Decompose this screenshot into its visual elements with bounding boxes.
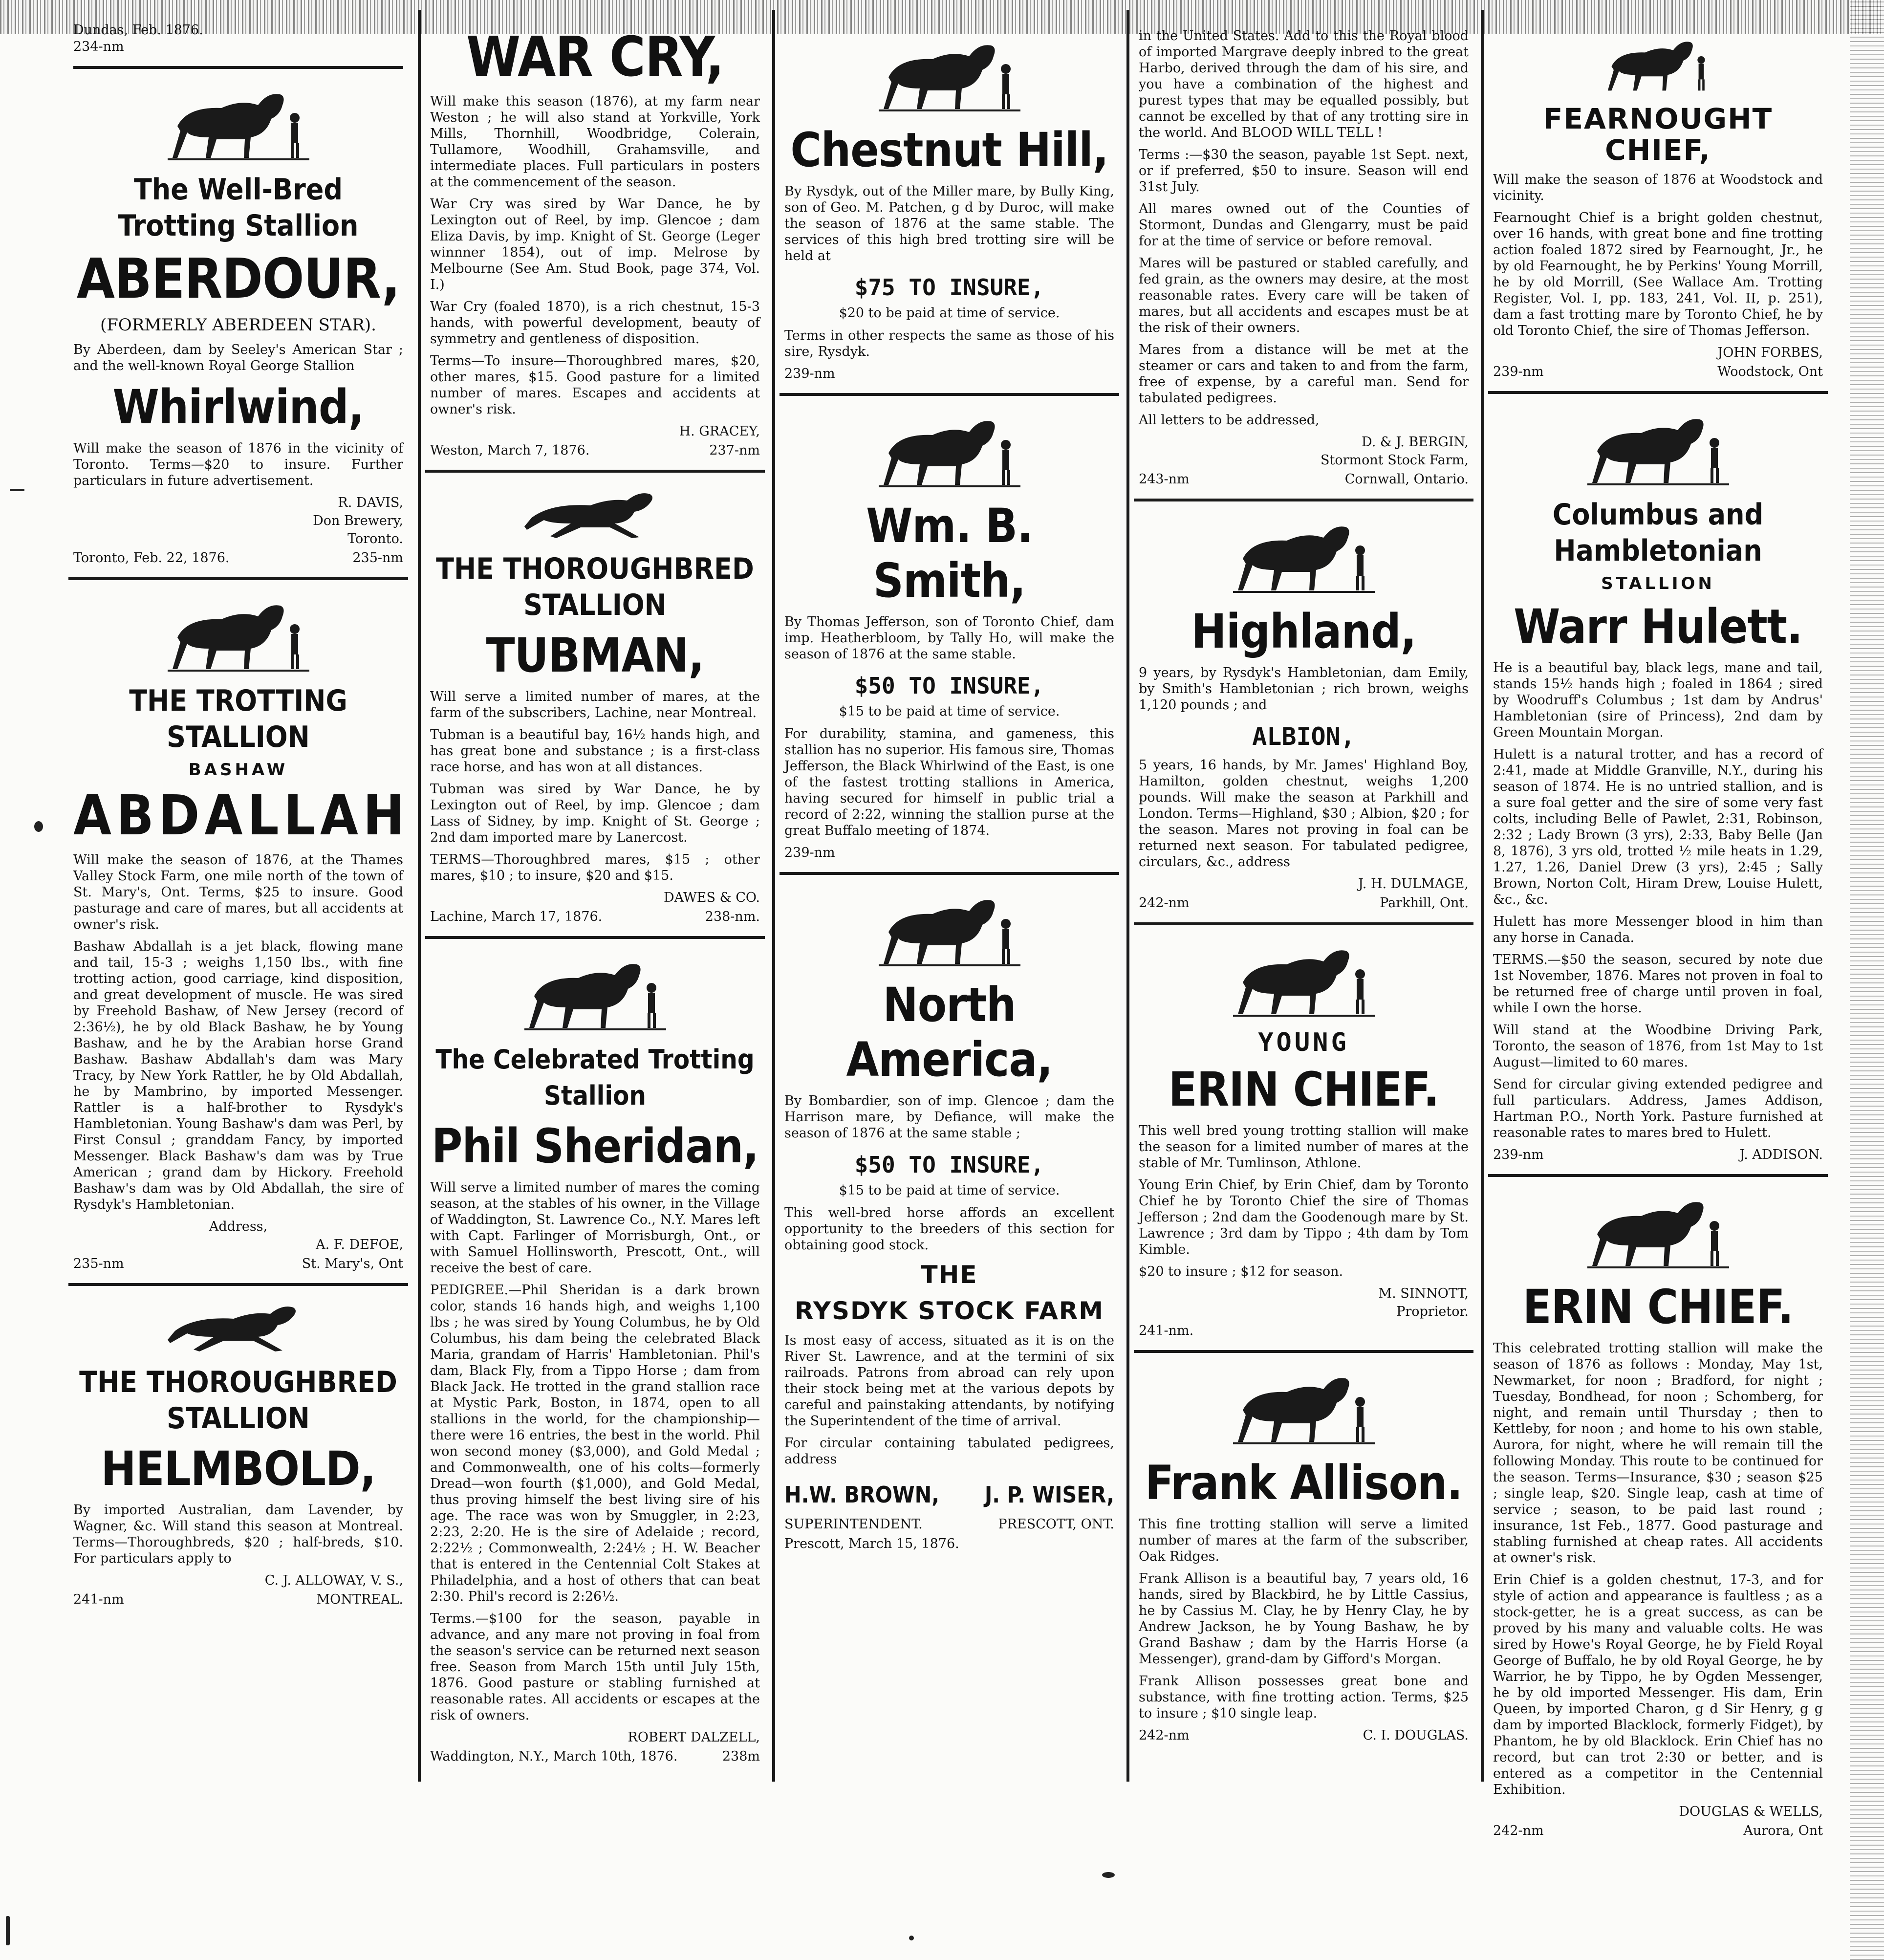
- ad-body: Send for circular giving extended pedigree and full particulars. Address, James Addison, Hartman P.O., North York. Pasture furnished at reasonable rates to mares bred to Hulett.: [1493, 1077, 1823, 1140]
- proprietor-place: PRESCOTT, ONT.: [998, 1517, 1114, 1532]
- ad-helmbold: [68, 1297, 408, 1608]
- divider: [1488, 391, 1828, 394]
- ad-highland: [1134, 512, 1473, 912]
- ad-body: Is most easy of access, situated as it is on the River St. Lawrence, and at the termini of six railroads. Patrons from abroad can rely upon their stock being met at the various depots by careful and painstaking attendants, by notifying the Superintendent of the time of arrival.: [784, 1333, 1114, 1429]
- ad-body: 5 years, 16 hands, by Mr. James' Highland Boy, Hamilton, golden chestnut, weighs 1,200 pounds. Will make the season at Parkhill and London. Terms—Highland, $30 ; Albion, $20 ; for the season. Mares not proving in foal can be returned next season. For tabulated pedigree, circulars, &c., address: [1139, 758, 1469, 870]
- ad-title-prefix: THE THOROUGHBRED STALLION: [79, 1365, 397, 1436]
- ad-body: All mares owned out of the Counties of Stormont, Dundas and Glengarry, must be paid for at the time of service or before removal.: [1139, 201, 1469, 249]
- ad-footer: [784, 1536, 1114, 1552]
- signature: R. DAVIS,: [338, 495, 403, 510]
- ad-footer: [784, 845, 1114, 861]
- signature: St. Mary's, Ont: [302, 1256, 403, 1271]
- ad-frank-allison: [1134, 1364, 1473, 1744]
- scan-speck: [10, 489, 24, 491]
- scan-speck: [6, 1916, 10, 1945]
- insure-terms: $15 to be paid at time of service.: [839, 1183, 1060, 1198]
- signature: ROBERT DALZELL,: [628, 1730, 760, 1745]
- horse-with-groom-icon: [1223, 1364, 1385, 1447]
- ad-body: Hulett has more Messenger blood in him than any horse in Canada.: [1493, 914, 1823, 945]
- signature: J. ADDISON.: [1739, 1147, 1823, 1162]
- ad-body: Tubman is a beautiful bay, 16½ hands high, and has great bone and substance ; is a first-class race horse, and has won at all distances.: [430, 727, 760, 775]
- horse-name-heading: ERIN CHIEF.: [1168, 1062, 1439, 1117]
- dateline: Lachine, March 17, 1876.: [430, 909, 603, 924]
- divider: [73, 66, 403, 69]
- ad-body: For circular containing tabulated pedigrees, address: [784, 1436, 1114, 1467]
- column-3: [780, 22, 1119, 1777]
- column-rule: [772, 10, 775, 1782]
- ad-title-prefix: YOUNG: [1258, 1028, 1349, 1057]
- horse-with-groom-icon: [1578, 1188, 1739, 1271]
- horse-name-heading: ABERDOUR,: [76, 247, 400, 311]
- ad-body: Will stand at the Woodbine Driving Park, Toronto, the season of 1876, from 1st May to 1st August—limited to 60 mares.: [1493, 1023, 1823, 1070]
- ad-body: Fearnought Chief is a bright golden chestnut, over 16 hands, with great bone and fine trotting action foaled 1872 sired by Fearnought, Jr., he by old Fearnought, he by Perkins' Young Morrill, he by old Morrill, (See Wallace Am. Trotting Register, Vol. I, pp. 183, 241, Vol. II, p. 251), dam a fast trotting mare by Toronto Chief, he by old Toronto Chief, the sire of Thomas Jefferson.: [1493, 210, 1823, 338]
- ad-body: For durability, stamina, and gameness, this stallion has no superior. His famous sire, Thomas Jefferson, the Black Whirlwind of the East, is one of the fastest trotting stallions in America, having secured for himself in public trial a record of 2:22, winning the stallion purse at the great Buffalo meeting of 1874.: [784, 726, 1114, 838]
- divider: [1488, 1174, 1828, 1177]
- ad-war-cry: [425, 27, 765, 459]
- divider: [780, 393, 1119, 396]
- horse-with-groom-icon: [158, 591, 319, 674]
- insure-price: $75 TO INSURE,: [854, 274, 1044, 301]
- dateline: Toronto, Feb. 22, 1876.: [73, 550, 230, 566]
- column-5: [1488, 22, 1828, 1838]
- ad-body: War Cry was sired by War Dance, he by Lexington out of Reel, by imp. Glencoe ; dam Eliza Davis, by imp. Knight of St. George (Leger winnner 1854), out of imp. Melrose by Melbourne (See Am. Stud Book, page 374, Vol. I.): [430, 196, 760, 292]
- signature: Toronto.: [347, 531, 403, 546]
- ad-body: War Cry (foaled 1870), is a rich chestnut, 15-3 hands, with powerful development, beauty of symmetry and gentleness of disposition.: [430, 299, 760, 347]
- divider: [780, 872, 1119, 875]
- horse-name-heading: Chestnut Hill,: [790, 123, 1108, 177]
- place: Parkhill, Ont.: [1380, 895, 1469, 911]
- address-label: Address,: [209, 1219, 268, 1234]
- ad-title-prefix: THE TROTTING STALLION: [129, 684, 347, 754]
- ad-wm-b-smith: [780, 407, 1119, 861]
- signature: M. SINNOTT,: [1378, 1286, 1469, 1301]
- ad-footer: [1493, 1823, 1823, 1839]
- place: MONTREAL.: [316, 1592, 403, 1607]
- ad-body: This fine trotting stallion will serve a limited number of mares at the farm of the subscriber, Oak Ridges.: [1139, 1517, 1469, 1564]
- ad-number: 239-nm: [784, 845, 835, 860]
- ad-body: PEDIGREE.—Phil Sheridan is a dark brown color, stands 16 hands high, and weighs 1,100 lbs ; he was sired by Young Columbus, he by Old Columbus, his dam being the celebrated Black Maria, grandam of Harris' Hambletonian. Phil's dam, Black Fly, from a Tippo Horse ; dam from Black Jack. He trotted in the grand stallion race at Mystic Park, Boston, in 1874, open to all stallions in the world, for the championship—there were 16 entries, the best in the world. Phil won second money ($3,000), and Gold Medal ; and Commonwealth, one of his colts—formerly Dread—won fourth ($1,000), and Gold Medal, thus proving himself the best living sire of his age. The race was won by Smuggler, in 2:23, 2:23, 2:20. He is the sire of Adelaide ; record, 2:22½ ; Commonwealth, 2:24½ ; H. W. Beacher that is entered in the Centennial Colt Stakes at Philadelphia, and a host of others that can beat 2:30. Phil's record is 2:26½.: [430, 1283, 760, 1604]
- signature: C. J. ALLOWAY, V. S.,: [264, 1573, 403, 1588]
- ad-body: Terms—To insure—Thoroughbred mares, $20, other mares, $15. Good pasture for a limited number of mares. Escapes and accidents at owner's risk.: [430, 353, 760, 417]
- ad-number: 238-nm.: [705, 909, 760, 924]
- signature: C. I. DOUGLAS.: [1363, 1728, 1469, 1743]
- ad-footer: [1139, 1727, 1469, 1744]
- running-horse-icon: [165, 1297, 312, 1355]
- ad-body: Will make the season of 1876 in the vicinity of Toronto. Terms—$20 to insure. Further particulars in future advertisement.: [73, 441, 403, 488]
- signature: Cornwall, Ontario.: [1344, 472, 1469, 487]
- scan-speck: [34, 821, 43, 832]
- horse-name-heading: North America,: [846, 978, 1053, 1087]
- ad-footer: [1493, 1147, 1823, 1163]
- proprietor-names: [784, 1480, 1114, 1509]
- divider: [68, 577, 408, 580]
- ad-north-america: [780, 886, 1119, 1253]
- ad-body: Terms in other respects the same as those of his sire, Rysdyk.: [784, 328, 1114, 359]
- ad-number: 242-nm: [1493, 1823, 1544, 1838]
- ad-body: Bashaw Abdallah is a jet black, flowing mane and tail, 15-3 ; weighs 1,150 lbs., with fine trotting action, good carriage, kind disposition, and great development of muscle. He was sired by Freehold Bashaw, of New Jersey (record of 2:36½), he by old Black Bashaw, he by Young Bashaw, and he by the Arabian horse Grand Bashaw. Bashaw Abdallah's dam was Mary Tracy, by New York Rattler, he by Old Abdallah, he by Mambrino, by imported Messenger. Rattler is a half-brother to Rysdyk's Hambletonian. Young Bashaw's dam was Perl, by First Consul ; granddam Fancy, by imported Messenger. Black Bashaw's dam was by True American ; grand dam by Hickory. Freehold Bashaw's dam was by Old Abdallah, the sire of Rysdyk's Hambletonian.: [73, 939, 403, 1212]
- ad-body: TERMS—Thoroughbred mares, $15 ; other mares, $10 ; to insure, $20 and $15.: [430, 852, 760, 883]
- proprietor-role: SUPERINTENDENT.: [784, 1517, 923, 1532]
- ad-chestnut-hill: [780, 31, 1119, 382]
- ad-body: This well bred young trotting stallion will make the season for a limited number of mares at the stable of Mr. Tumlinson, Athlone.: [1139, 1123, 1469, 1171]
- horse-name-heading: WAR CRY,: [466, 25, 724, 89]
- ad-number: 239-nm: [784, 366, 835, 381]
- horse-with-groom-icon: [869, 407, 1030, 490]
- ad-title-prefix: The Celebrated Trotting Stallion: [435, 1044, 755, 1111]
- ad-tubman: [425, 483, 765, 925]
- ad-body: Mares from a distance will be met at the steamer or cars and taken to and from the farm, free of expense, by a careful man. Send for tabulated pedigrees.: [1139, 342, 1469, 406]
- ad-number: 241-nm: [73, 1592, 124, 1607]
- ad-warr-hulett: [1488, 405, 1828, 1163]
- horse-with-groom-icon: [1223, 936, 1385, 1019]
- ad-footer: [73, 550, 403, 566]
- scan-speck: [909, 1936, 914, 1940]
- dateline: Prescott, March 15, 1876.: [784, 1536, 959, 1551]
- ad-erin-chief: [1488, 1188, 1828, 1839]
- proprietor-name: H.W. BROWN,: [784, 1481, 939, 1508]
- ad-footer: [1493, 364, 1823, 380]
- ad-body: Frank Allison possesses great bone and substance, with fine trotting action. Terms, $25 to insure ; $10 single leap.: [1139, 1674, 1469, 1721]
- ad-body: Tubman was sired by War Dance, he by Lexington out of Reel, by imp. Glencoe ; dam Lass of Sidney, by imp. Knight of St. George ; 2nd dam imported mare by Lanercost.: [430, 782, 760, 845]
- formerly-name: (FORMERLY ABERDEEN STAR).: [100, 315, 376, 335]
- ad-footer: [73, 1256, 403, 1272]
- column-rule: [1481, 10, 1484, 1782]
- ad-body: Terms.—$100 for the season, payable in advance, and any mare not proving in foal from the season's service can be returned next season free. Season from March 15th until July 15th, 1876. Good pasture or stabling furnished at reasonable rates. All accidents or escapes at the risk of owners.: [430, 1611, 760, 1723]
- ad-footer: [430, 442, 760, 459]
- ad-body: All letters to be addressed,: [1139, 413, 1320, 428]
- horse-name-heading: Frank Allison.: [1145, 1456, 1463, 1510]
- horse-with-groom-icon: [869, 886, 1030, 969]
- dateline: Dundas, Feb. 1876.: [73, 22, 203, 38]
- horse-with-groom-icon: [1585, 31, 1732, 94]
- ad-body: Mares will be pastured or stabled carefully, and fed grain, as the owners may desire, at the most reasonable rates. Every care will be taken of mares, but all accidents and escapes must be at the risk of their owners.: [1139, 256, 1469, 335]
- horse-with-groom-icon: [515, 950, 676, 1033]
- column-rule: [418, 10, 421, 1782]
- ad-body: in the United States. Add to this the Royal blood of imported Margrave deeply inbred to the great Harbo, derived through the dam of his sire, and you have a combination of the highest and purest types that may be equalled possibly, but cannot be excelled by that of any trotting sire in the world. And BLOOD WILL TELL !: [1139, 28, 1469, 140]
- signature: Woodstock, Ont: [1717, 364, 1823, 379]
- proprietor-roles: [784, 1516, 1114, 1533]
- horse-with-groom-icon: [869, 31, 1030, 114]
- divider: [1134, 922, 1473, 925]
- ad-title-prefix: THE: [921, 1261, 978, 1289]
- insure-price: $50 TO INSURE,: [854, 1152, 1044, 1178]
- ad-body: Erin Chief is a golden chestnut, 17-3, and for style of action and appearance is faultless ; as a stock-getter, he is a great success, as can be proved by his many and valuable colts. He was sired by Howe's Royal George, he by Field Royal George of Buffalo, he by old Royal George, he by Warrior, he by Tippo, he by Ogden Messenger, he by old imported Messenger. His dam, Erin Queen, by imported Charon, g d Sir Henry, g g dam by imported Blacklock, formerly Fidget), by Phantom, he by old Blacklock. Erin Chief has no record, but can trot 2:30 or better, and is entered as a competitor in the Centennial Exhibition.: [1493, 1572, 1823, 1797]
- ad-footer: [430, 909, 760, 925]
- running-horse-icon: [522, 483, 669, 542]
- signature: J. H. DULMAGE,: [1358, 876, 1469, 892]
- signature: DAWES & CO.: [663, 890, 760, 905]
- place: Aurora, Ont: [1743, 1823, 1823, 1838]
- ad-continued: [1134, 28, 1473, 488]
- ad-number: 234-nm: [73, 39, 124, 54]
- ad-body: $20 to insure ; $12 for season.: [1139, 1264, 1343, 1279]
- divider: [425, 936, 765, 939]
- ad-abdallah: [68, 591, 408, 1272]
- insure-price: $50 TO INSURE,: [854, 673, 1044, 699]
- column-1: [68, 22, 408, 1777]
- ad-whirlwind: [68, 380, 408, 566]
- ad-number: 243-nm: [1139, 472, 1190, 487]
- ad-body: Hulett is a natural trotter, and has a record of 2:41, made at Middle Granville, N.Y., during his season of 1874. He is no untried stallion, and is a sure foal getter and the sire of some very fast colts, including Belle of Pawlet, 2:31, Robinson, 2:32 ; Lady Brown (3 yrs), 2:33, Baby Belle (Jan 8, 1876), 3 yrs old, trotted ½ mile heats in 1.29, 1.27, 1.26, Daniel Drew (3 yrs), 2:45 ; Sally Brown, Norton Colt, Hiram Drew, Louise Hulett, &c., &c.: [1493, 747, 1823, 907]
- farm-name-heading: RYSDYK STOCK FARM: [794, 1297, 1104, 1325]
- ad-body: This celebrated trotting stallion will make the season of 1876 as follows : Monday, May 1st, Newmarket, for noon ; Bradford, for night ; Tuesday, Bondhead, for noon ; Schomberg, for night, and remain until Thursday ; then to Kettleby, for noon ; and home to his own stable, Aurora, for night, where he will remain till the following Monday. This route to be continued for the season. Terms—Insurance, $30 ; season $25 ; single leap, $20. Single leap, cash at time of service ; season, to be paid last round ; insurance, 1st Feb., 1877. Good pasturage and stabling furnished at cheap rates. All accidents at owner's risk.: [1493, 1341, 1823, 1566]
- horse-name-heading: HELMBOLD,: [101, 1441, 376, 1496]
- horse-with-groom-icon: [1578, 405, 1739, 488]
- signature: A. F. DEFOE,: [316, 1237, 403, 1252]
- ad-body: TERMS.—$50 the season, secured by note due 1st November, 1876. Mares not proven in foal to be returned free of charge until proven in foal, while I own the horse.: [1493, 952, 1823, 1016]
- ad-phil-sheridan: [425, 950, 765, 1765]
- horse-name-heading: Wm. B. Smith,: [866, 499, 1033, 608]
- horse-name-heading: Phil Sheridan,: [432, 1119, 758, 1174]
- scan-speck: [1102, 1872, 1115, 1878]
- ad-subtitle: BASHAW: [188, 760, 288, 780]
- ad-body: By Bombardier, son of imp. Glencoe ; dam the Harrison mare, by Defiance, will make the season of 1876 at the same stable ;: [784, 1093, 1114, 1141]
- ad-body: He is a beautiful bay, black legs, mane and tail, stands 15½ hands high ; foaled in 1864 ; sired by Woodruff's Columbus ; 1st dam by Andrus' Hambletonian (sire of Princess), 2nd dam by Green Mountain Morgan.: [1493, 660, 1823, 740]
- horse-name-heading: FEARNOUGHT CHIEF,: [1543, 102, 1773, 167]
- ad-body: Will make the season of 1876, at the Thames Valley Stock Farm, one mile north of the town of St. Mary's, Ont. Terms, $25 to insure. Good pasturage and care of mares, but all accidents at owner's risk.: [73, 852, 403, 932]
- ad-number: 235-nm: [352, 550, 403, 566]
- scan-noise-right: [1850, 0, 1884, 1960]
- column-2: [425, 22, 765, 1777]
- ad-body: By imported Australian, dam Lavender, by Wagner, &c. Will stand this season at Montreal. Terms—Thoroughbreds, $20 ; half-breds, $10. For particulars apply to: [73, 1503, 403, 1566]
- ad-number: 242-nm: [1139, 895, 1190, 911]
- dateline: Waddington, N.Y., March 10th, 1876.: [430, 1749, 678, 1764]
- dateline: Weston, March 7, 1876.: [430, 443, 590, 458]
- ad-number: 239-nm: [1493, 364, 1544, 379]
- horse-name-heading: TUBMAN,: [486, 628, 704, 683]
- divider: [68, 1283, 408, 1286]
- ad-title-prefix: Columbus and Hambletonian: [1552, 498, 1764, 568]
- ad-title-prefix: THE THOROUGHBRED STALLION: [436, 552, 754, 622]
- ad-footer: [1139, 895, 1469, 912]
- insure-terms: $20 to be paid at time of service.: [839, 305, 1060, 321]
- signature: Don Brewery,: [313, 513, 403, 528]
- insure-terms: $15 to be paid at time of service.: [839, 704, 1060, 719]
- divider: [425, 470, 765, 473]
- horse-name-heading: ABDALLAH: [73, 784, 410, 848]
- ad-body: Will serve a limited number of mares the coming season, at the stables of his owner, in the Village of Waddington, St. Lawrence Co., N.Y. Mares left with Capt. Farlinger of Morrisburgh, Ont., or with Samuel Hollinsworth, Prescott, Ont., will receive the best of care.: [430, 1180, 760, 1276]
- divider: [1134, 499, 1473, 501]
- ad-number: 239-nm: [1493, 1147, 1544, 1162]
- ad-title-prefix: The Well-Bred Trotting Stallion: [118, 173, 359, 243]
- ad-subtitle: STALLION: [1601, 574, 1715, 593]
- ad-body: Frank Allison is a beautiful bay, 7 years old, 16 hands, sired by Blackbird, he by Little Cassius, he by Cassius M. Clay, he by Henry Clay, he by Andrew Jackson, he by Young Bashaw, he by Grand Bashaw ; dam by the Harris Horse (a Messenger), grand-dam by Gifford's Morgan.: [1139, 1571, 1469, 1667]
- signature: D. & J. BERGIN,: [1362, 435, 1469, 450]
- ad-body: Young Erin Chief, by Erin Chief, dam by Toronto Chief he by Toronto Chief the sire of Thomas Jefferson ; 2nd dam the Goodenough mare by St. Lawrence ; 3rd dam by Tippo ; 4th dam by Tom Kimble.: [1139, 1177, 1469, 1257]
- signature: JOHN FORBES,: [1717, 345, 1823, 360]
- signature: H. GRACEY,: [679, 424, 760, 439]
- ad-footer: [1139, 1323, 1469, 1339]
- ad-number: 241-nm.: [1139, 1323, 1194, 1338]
- horse-name-heading: ALBION,: [1252, 722, 1355, 751]
- column-4: [1134, 22, 1473, 1777]
- signature: DOUGLAS & WELLS,: [1679, 1804, 1823, 1819]
- horse-name-heading: Whirlwind,: [112, 380, 364, 435]
- ad-body: This well-bred horse affords an excellent opportunity to the breeders of this section for obtaining good stock.: [784, 1205, 1114, 1253]
- ad-body: Will make the season of 1876 at Woodstock and vicinity.: [1493, 172, 1823, 203]
- ad-number: 242-nm: [1139, 1728, 1190, 1743]
- ad-body: Will serve a limited number of mares, at the farm of the subscribers, Lachine, near Montreal.: [430, 689, 760, 720]
- horse-name-heading: Highland,: [1191, 604, 1416, 659]
- divider: [1134, 1350, 1473, 1353]
- ad-body: Terms :—$30 the season, payable 1st Sept. next, or if preferred, $50 to insure. Season will end 31st July.: [1139, 147, 1469, 195]
- horse-name-heading: ERIN CHIEF.: [1522, 1280, 1794, 1334]
- ad-body: 9 years, by Rysdyk's Hambletonian, dam Emily, by Smith's Hambletonian ; rich brown, weighs 1,120 pounds ; and: [1139, 665, 1469, 713]
- ad-fearnought-chief: [1488, 31, 1828, 380]
- signature: Stormont Stock Farm,: [1321, 453, 1469, 468]
- ad-number: 238m: [722, 1749, 760, 1764]
- ad-footer: [784, 366, 1114, 382]
- ad-rysdyk-stock-farm: [780, 1259, 1119, 1552]
- ad-body: By Aberdeen, dam by Seeley's American Star ; and the well-known Royal George Stallion: [73, 342, 403, 373]
- ad-body: By Thomas Jefferson, son of Toronto Chief, dam imp. Heatherbloom, by Tally Ho, will make the season of 1876 at the same stable.: [784, 614, 1114, 662]
- signature: Proprietor.: [1396, 1304, 1469, 1319]
- ad-aberdour: [68, 22, 408, 374]
- ad-footer: [430, 1748, 760, 1765]
- ad-number: 235-nm: [73, 1256, 124, 1271]
- proprietor-name: J. P. WISER,: [984, 1481, 1114, 1508]
- column-rule: [1126, 10, 1129, 1782]
- ad-young-erin-chief: [1134, 936, 1473, 1339]
- horse-name-heading: Warr Hulett.: [1514, 599, 1802, 654]
- ad-body: By Rysdyk, out of the Miller mare, by Bully King, son of Geo. M. Patchen, g d by Duroc, will make the season of 1876 at the same stable. The services of this high bred trotting sire will be held at: [784, 184, 1114, 263]
- ad-footer: [73, 1591, 403, 1608]
- ad-number: 237-nm: [709, 443, 760, 458]
- ad-footer: [1139, 471, 1469, 488]
- horse-with-groom-icon: [158, 80, 319, 163]
- ad-body: Will make this season (1876), at my farm near Weston ; he will also stand at Yorkville, York Mills, Thornhill, Woodbridge, Colerain, Tullamore, Woodhill, Grahamsville, and intermediate places. Full particulars in posters at the commencement of the season.: [430, 94, 760, 190]
- horse-with-groom-icon: [1223, 512, 1385, 595]
